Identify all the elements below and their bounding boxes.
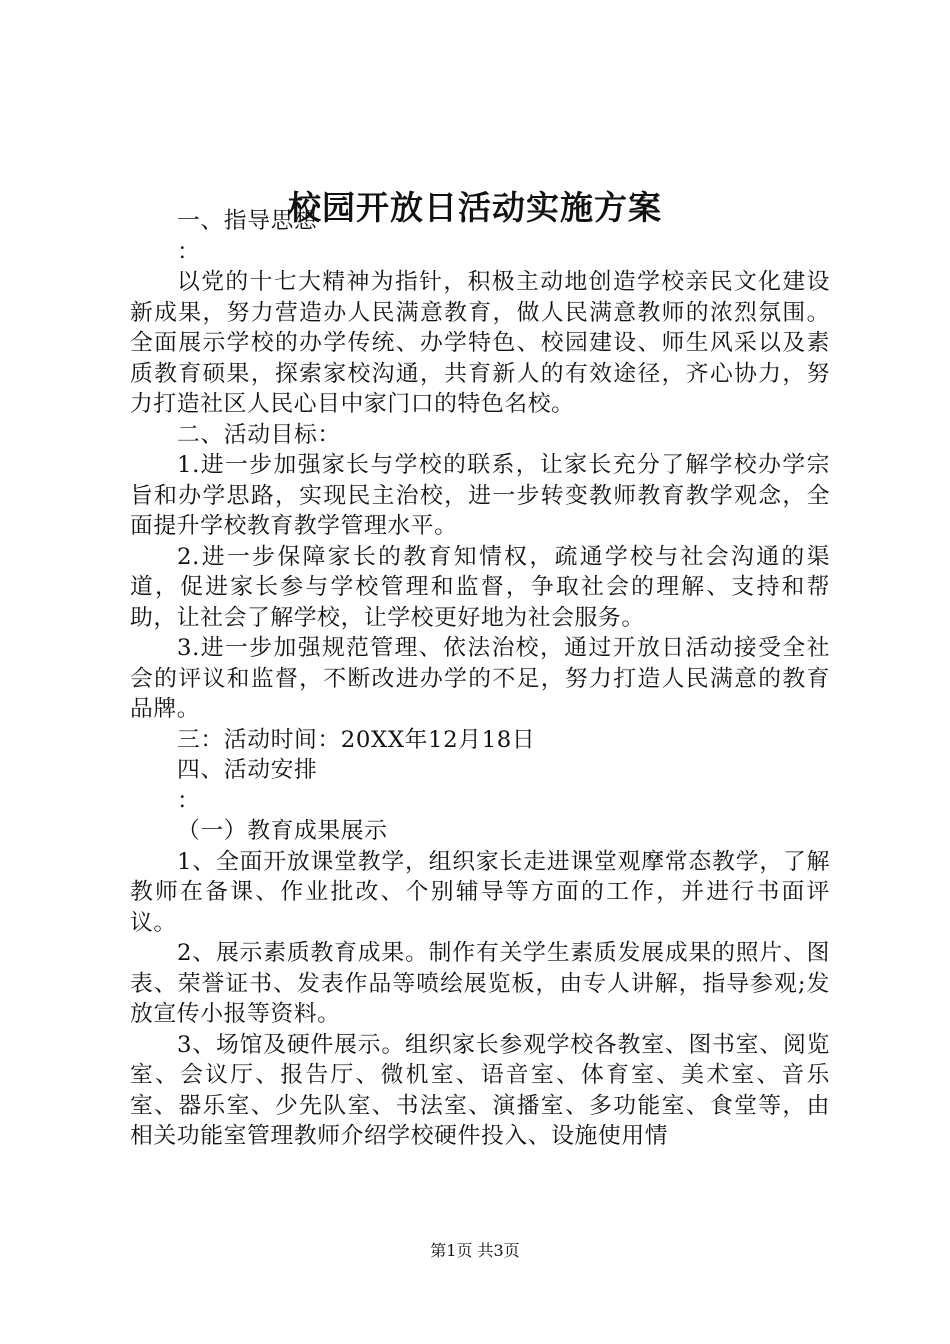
- paragraph-arrangement-2: 2、展示素质教育成果。制作有关学生素质发展成果的照片、图表、荣誉证书、发表作品等喷绘展览板，由专人讲解，指导参观;发放宣传小报等资料。: [130, 940, 830, 1027]
- subsection-heading-achievements: （一）教育成果展示: [177, 818, 388, 844]
- paragraph-arrangement-1: 1、全面开放课堂教学，组织家长走进课堂观摩常态教学，了解教师在备课、作业批改、个别辅导等方面的工作，并进行书面评议。: [130, 848, 830, 936]
- section-heading-arrangement: 四、活动安排: [177, 757, 318, 783]
- heading-colon: ：: [177, 787, 201, 814]
- paragraph-goal-1: 1.进一步加强家长与学校的联系，让家长充分了解学校办学宗旨和办学思路，实现民主治校，进一步转变教师教育教学观念，全面提升学校教育教学管理水平。: [130, 452, 830, 539]
- page-footer: 第1页 共3页: [430, 1241, 520, 1260]
- paragraph-guiding-thought: 以党的十七大精神为指针，积极主动地创造学校亲民文化建设新成果，努力营造办人民满意教育，做人民满意教师的浓烈氛围。全面展示学校的办学传统、办学特色、校园建设、师生风采以及素质教育硕果，探索家校沟通，共育新人的有效途径，齐心协力，努力打造社区人民心目中家门口的特色名校。: [130, 269, 830, 417]
- paragraph-goal-2: 2.进一步保障家长的教育知情权，疏通学校与社会沟通的渠道，促进家长参与学校管理和监督，争取社会的理解、支持和帮助，让社会了解学校，让学校更好地为社会服务。: [130, 543, 830, 631]
- paragraph-arrangement-3: 3、场馆及硬件展示。组织家长参观学校各教室、图书室、阅览室、会议厅、报告厅、微机室、语音室、体育室、美术室、音乐室、器乐室、少先队室、书法室、演播室、多功能室、食堂等，由相关功能室管理教师介绍学校硬件投入、设施使用情: [130, 1031, 830, 1149]
- section-heading-goals: 二、活动目标：: [177, 421, 341, 448]
- section-heading-guiding-thought: 一、指导思想: [177, 208, 318, 234]
- section-heading-time: 三：活动时间：20XX年12月18日: [177, 726, 536, 753]
- document-title: 校园开放日活动实施方案: [288, 188, 662, 227]
- document-body: [130, 206, 830, 1152]
- heading-colon: ：: [177, 238, 201, 265]
- paragraph-goal-3: 3.进一步加强规范管理、依法治校，通过开放日活动接受全社会的评议和监督，不断改进办学的不足，努力打造人民满意的教育品牌。: [130, 635, 830, 722]
